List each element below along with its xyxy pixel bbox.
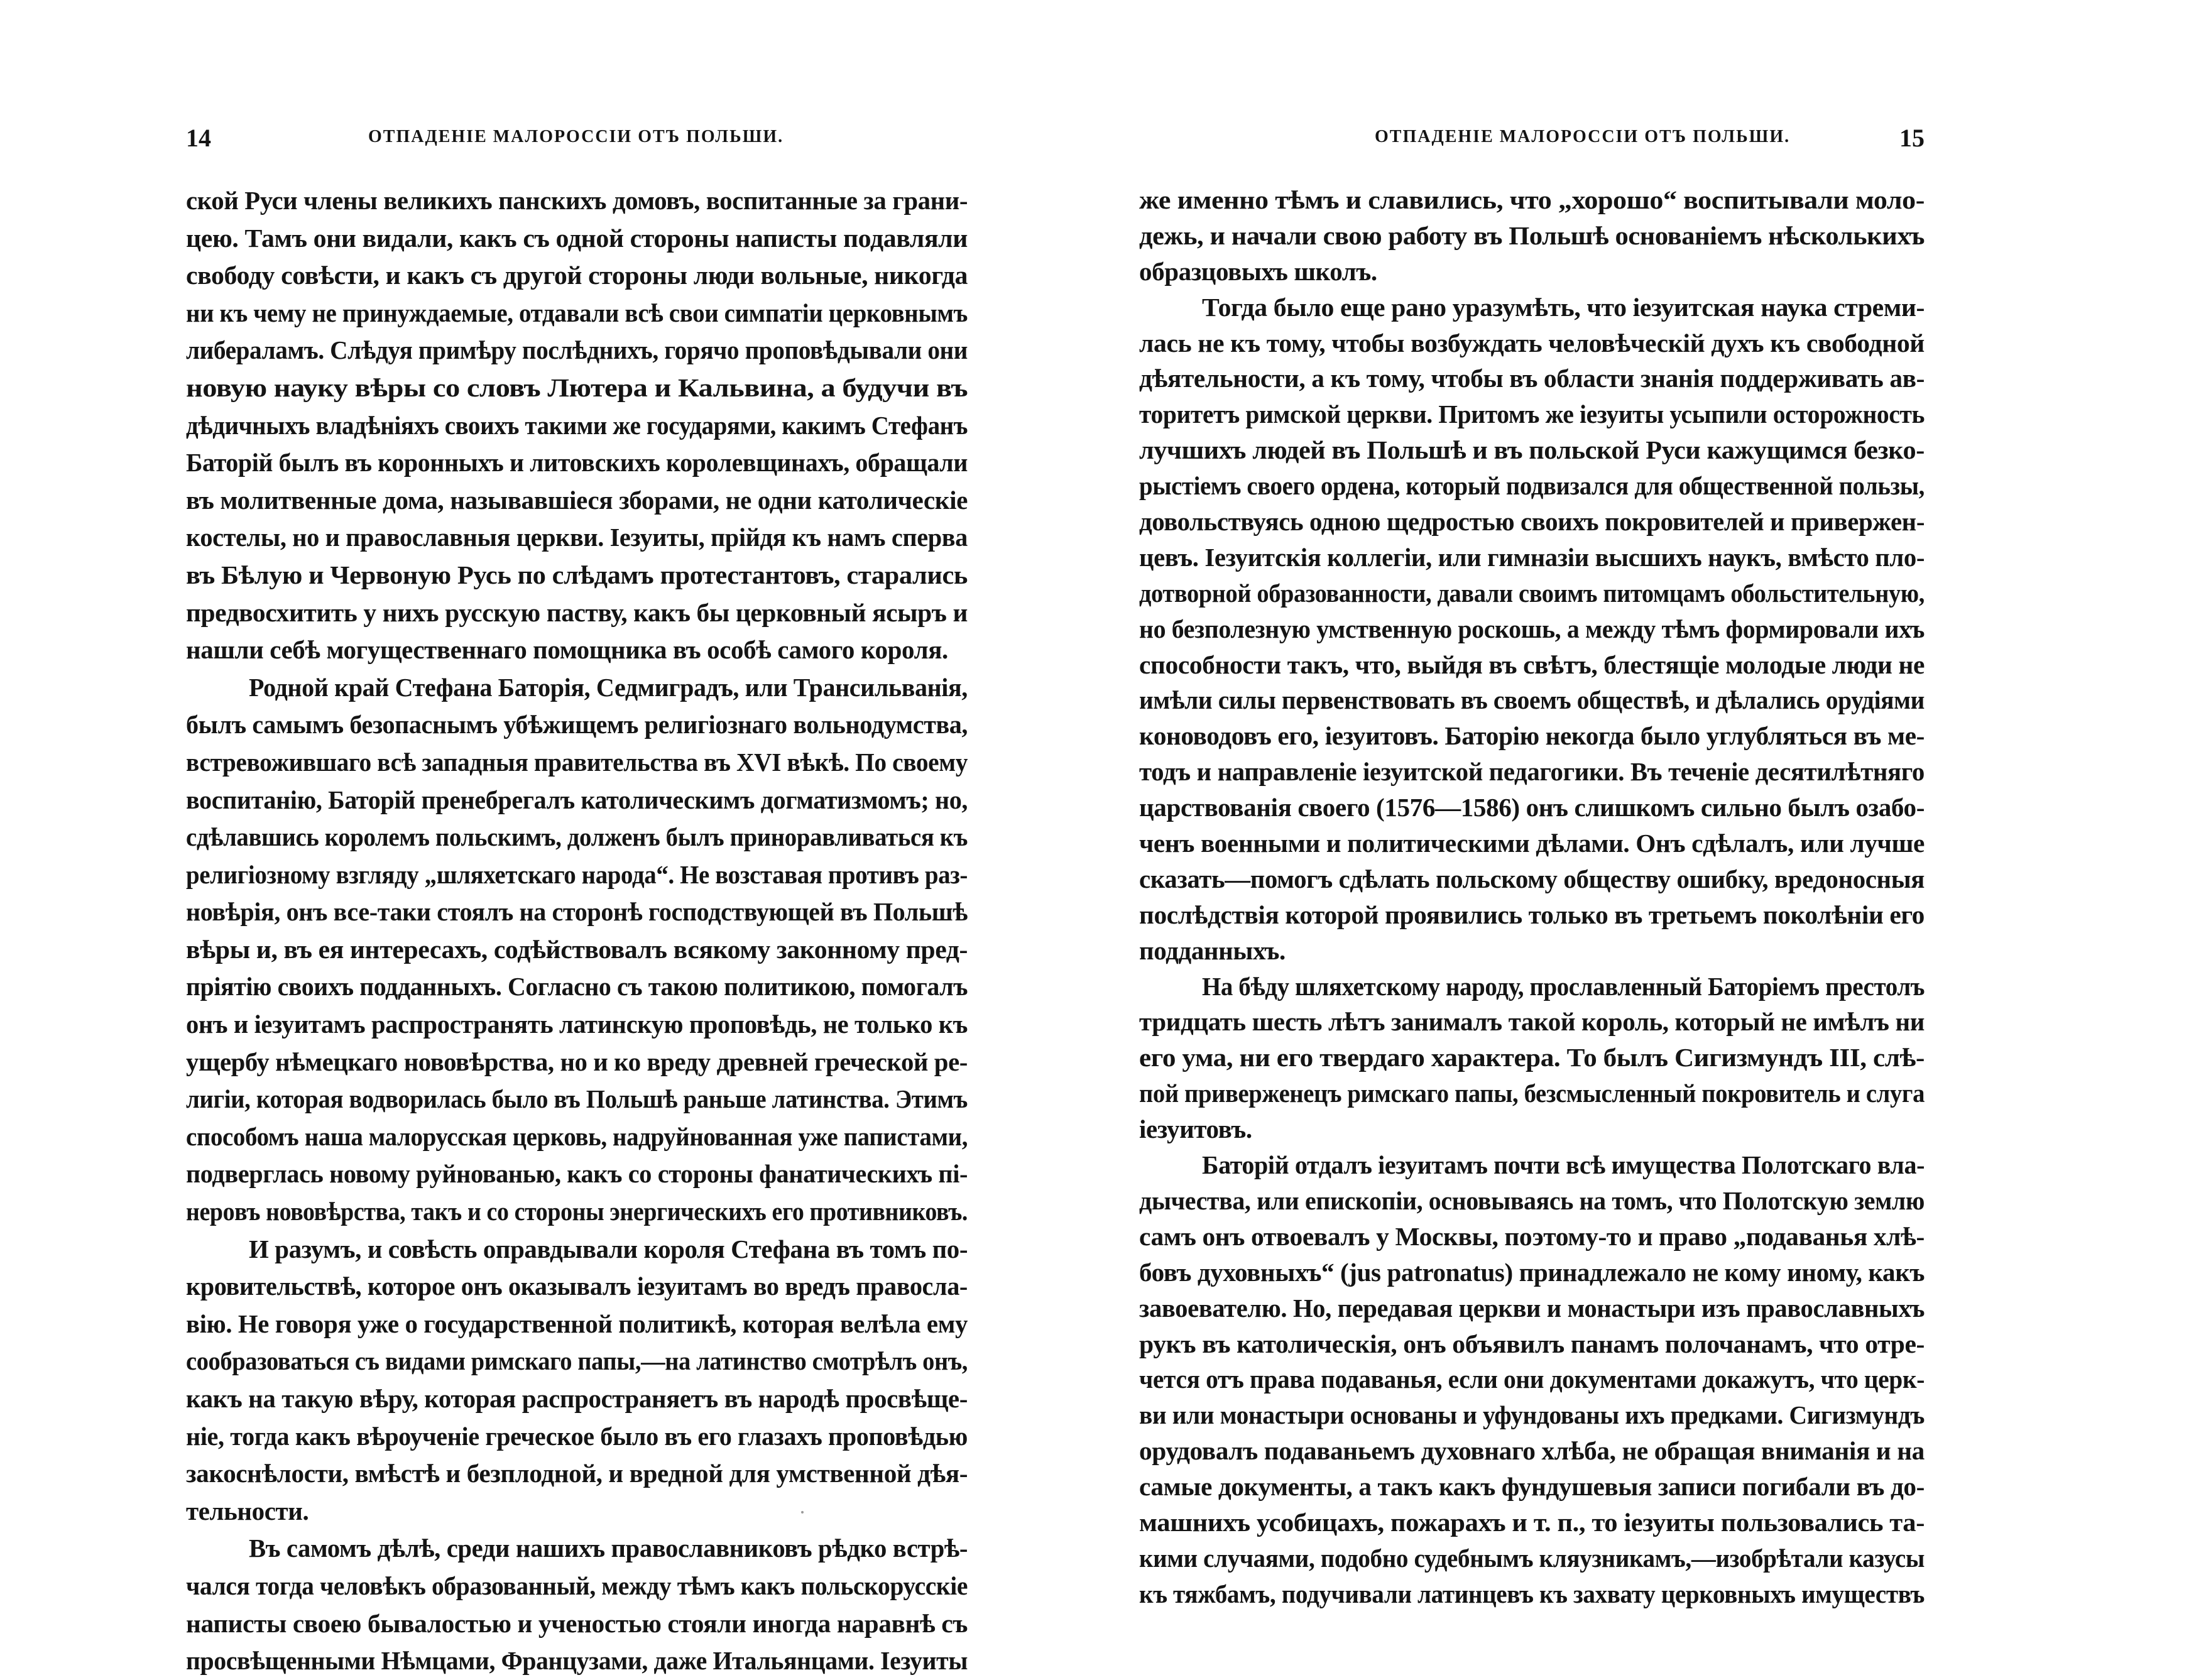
text-line: самъ онъ отвоевалъ у Москвы, поэтому-то и право „подаванья хлѣ- xyxy=(1139,1221,1925,1251)
text-line: послѣдствія которой проявились только въ третьемъ поколѣніи его xyxy=(1139,900,1925,929)
running-head xyxy=(1139,123,1925,155)
running-title: ОТПАДЕНІЕ МАЛОРОССІИ ОТЪ ПОЛЬШИ. xyxy=(1375,127,1791,146)
text-line: ской Руси члены великихъ панскихъ домовъ, воспитанные за грани- xyxy=(186,186,968,215)
running-title: ОТПАДЕНІЕ МАЛОРОССІИ ОТЪ ПОЛЬШИ. xyxy=(368,127,784,146)
text-line: И разумъ, и совѣсть оправдывали короля Стефана въ томъ по- xyxy=(249,1234,968,1263)
text-line: вѣры и, въ ея интересахъ, содѣйствовалъ всякому законному пред- xyxy=(186,934,968,964)
text-line: былъ самымъ безопаснымъ убѣжищемъ религіознаго вольнодумства, xyxy=(186,710,968,739)
text-line: кими случаями, подобно судебнымъ кляузникамъ,—изобрѣтали казусы xyxy=(1139,1543,1925,1573)
text-line: въ Бѣлую и Червоную Русь по слѣдамъ протестантовъ, старались xyxy=(186,560,968,589)
text-line: Родной край Стефана Баторія, Седмиградъ, или Трансильванія, xyxy=(249,672,968,702)
text-line: завоевателю. Но, передавая церкви и монастыри изъ православныхъ xyxy=(1139,1293,1925,1323)
text-line: тельности. xyxy=(186,1496,309,1525)
text-line: дежь, и начали свою работу въ Польшѣ основаніемъ нѣсколькихъ xyxy=(1139,221,1925,250)
text-line: царствованія своего (1576—1586) онъ слишкомъ сильно былъ озабо- xyxy=(1139,793,1925,822)
text-line: торитетъ римской церкви. Притомъ же іезуиты усыпили осторожность xyxy=(1139,400,1925,429)
text-line: рукъ въ католическія, онъ объявилъ панамъ полочанамъ, что отре- xyxy=(1139,1329,1925,1358)
text-line: сообразоваться съ видами римскаго папы,—на латинство смотрѣлъ онъ, xyxy=(186,1346,968,1376)
text-line: къ тяжбамъ, подучивали латинцевъ къ захвату церковныхъ имуществъ xyxy=(1139,1579,1925,1608)
right-page xyxy=(1103,0,2206,1608)
text-line: тодъ и направленіе іезуитской педагогики. Въ теченіе десятилѣтняго xyxy=(1139,757,1925,787)
left-page xyxy=(0,0,1103,1676)
text-line: дѣятельности, а къ тому, чтобы въ области знанія поддерживать ав- xyxy=(1139,364,1925,393)
text-line: закоснѣлости, вмѣстѣ и безплодной, и вредной для умственной дѣя- xyxy=(186,1459,968,1488)
text-line: Баторій былъ въ коронныхъ и литовскихъ королевщинахъ, обращали xyxy=(186,448,968,477)
text-line: сдѣлавшись королемъ польскимъ, долженъ былъ приноравливаться къ xyxy=(186,822,968,852)
text-line: способности такъ, что, выйдя въ свѣтъ, блестящіе молодые люди не xyxy=(1139,650,1925,679)
text-line: ущербу нѣмецкаго нововѣрства, но и ко вреду древней греческой ре- xyxy=(186,1047,968,1076)
page-number: 14 xyxy=(186,124,211,152)
text-line: самые документы, а такъ какъ фундушевыя записи погибали въ до- xyxy=(1139,1472,1925,1502)
text-line: дотворной образованности, давали своимъ питомцамъ обольстительную, xyxy=(1139,578,1925,608)
text-line: коноводовъ его, іезуитовъ. Баторію некогда было углубляться въ ме- xyxy=(1139,721,1925,751)
text-line: костелы, но и православныя церкви. Іезуиты, прійдя къ намъ сперва xyxy=(186,523,968,552)
text-line: вію. Не говоря уже о государственной политикѣ, которая велѣла ему xyxy=(186,1309,968,1338)
text-line: въ молитвенные дома, называвшіеся зборами, не одни католическіе xyxy=(186,485,968,515)
text-line: религіозному взгляду „шляхетскаго народа“. Не возставая противъ раз- xyxy=(186,859,968,889)
text-line: подверглась новому руйнованью, какъ со стороны фанатическихъ пі- xyxy=(186,1159,968,1189)
text-line: Баторій отдалъ іезуитамъ почти всѣ имущества Полотскаго вла- xyxy=(1202,1150,1925,1180)
text-line: свободу совѣсти, и какъ съ другой стороны люди вольные, никогда xyxy=(186,261,968,290)
text-line: но безполезную умственную роскошь, а между тѣмъ формировали ихъ xyxy=(1139,614,1925,643)
text-line: имѣли силы первенствовать въ своемъ обществѣ, и дѣлались орудіями xyxy=(1139,685,1925,715)
text-column xyxy=(186,182,968,1680)
text-line: цею. Тамъ они видали, какъ съ одной стороны написты подавляли xyxy=(186,223,968,253)
text-line: предвосхитить у нихъ русскую паству, какъ бы церковный ясыръ и xyxy=(186,597,968,627)
text-line: На бѣду шляхетскому народу, прославленный Баторіемъ престолъ xyxy=(1202,971,1925,1001)
text-line: сказать—помогъ сдѣлать польскому обществу ошибку, вредоносныя xyxy=(1139,864,1925,893)
running-head xyxy=(186,123,968,155)
text-line: либераламъ. Слѣдуя примѣру послѣднихъ, горячо проповѣдывали они xyxy=(186,335,968,365)
text-line: тридцать шесть лѣтъ занималъ такой король, который не имѣлъ ни xyxy=(1139,1007,1925,1037)
text-line: пріятію своихъ подданныхъ. Согласно съ такою политикою, помогалъ xyxy=(186,972,968,1001)
text-line: лучшихъ людей въ Польшѣ и въ польской Руси кажущимся безко- xyxy=(1139,435,1925,465)
text-column xyxy=(1139,182,1925,1612)
text-line: онъ и іезуитамъ распространять латинскую проповѣдь, не только къ xyxy=(186,1010,968,1039)
text-line: довольствуясь одною щедростью своихъ покровителей и привержен- xyxy=(1139,507,1925,537)
text-line: ченъ военными и политическими дѣлами. Онъ сдѣлалъ, или лучше xyxy=(1139,829,1925,858)
text-line: новую науку вѣры со словъ Лютера и Кальвина, а будучи въ xyxy=(186,373,968,402)
text-line: ви или монастыри основаны и уфундованы ихъ предками. Сигизмундъ xyxy=(1139,1400,1925,1430)
page-number: 15 xyxy=(1899,124,1925,152)
text-line: написты своею бывалостью и ученостью стояли иногда наравнѣ съ xyxy=(186,1608,968,1638)
text-line: цевъ. Іезуитскія коллегіи, или гимназіи высшихъ наукъ, вмѣсто пло- xyxy=(1139,542,1925,572)
text-line: Въ самомъ дѣлѣ, среди нашихъ православниковъ рѣдко встрѣ- xyxy=(249,1534,968,1563)
text-line: нашли себѣ могущественнаго помощника въ особѣ самого короля. xyxy=(186,635,948,665)
text-line: его ума, ни его твердаго характера. То былъ Сигизмундъ III, слѣ- xyxy=(1139,1043,1925,1072)
text-line: орудовалъ подаваньемъ духовнаго хлѣба, не обращая вниманія и на xyxy=(1139,1436,1925,1466)
text-line: какъ на такую вѣру, которая распространяетъ въ народѣ просвѣще- xyxy=(186,1384,968,1413)
text-line: ніе, тогда какъ вѣроученіе греческое было въ его глазахъ проповѣдью xyxy=(186,1421,968,1451)
text-line: Тогда было еще рано уразумѣть, что іезуитская наука стреми- xyxy=(1202,292,1925,322)
text-line: подданныхъ. xyxy=(1139,935,1286,965)
text-line: новѣрія, онъ все-таки стоялъ на сторонѣ господствующей въ Польшѣ xyxy=(186,897,968,927)
text-line: дычества, или епископіи, основываясь на томъ, что Полотскую землю xyxy=(1139,1186,1925,1215)
text-line: просвѣщенными Нѣмцами, Французами, даже Итальянцами. Іезуиты xyxy=(186,1646,968,1676)
text-line: бовъ духовныхъ“ (jus patronatus) принадлежало не кому иному, какъ xyxy=(1139,1257,1925,1287)
text-line: воспитанію, Баторій пренебрегалъ католическимъ догматизмомъ; но, xyxy=(186,785,968,814)
text-line: лигіи, которая водворилась было въ Польшѣ раньше латинства. Этимъ xyxy=(186,1084,968,1114)
text-line: рыстіемъ своего ордена, который подвизался для общественной пользы, xyxy=(1139,471,1925,501)
text-line: дѣдичныхъ владѣніяхъ своихъ такими же государями, какимъ Стефанъ xyxy=(186,410,968,440)
text-line: встревожившаго всѣ западныя правительства въ XVI вѣкѣ. По своему xyxy=(186,747,968,777)
text-line: пой приверженецъ римскаго папы, безсмысленный покровитель и слуга xyxy=(1139,1079,1925,1108)
text-line: чался тогда человѣкъ образованный, между тѣмъ какъ польскорусскіе xyxy=(186,1571,968,1600)
text-line: кровительствѣ, которое онъ оказывалъ іезуитамъ во вредъ правосла- xyxy=(186,1272,968,1301)
text-line: ни къ чему не принуждаемые, отдавали всѣ свои симпатіи церковнымъ xyxy=(186,298,968,327)
text-line: способомъ наша малорусская церковь, надруйнованная уже папистами, xyxy=(186,1121,968,1151)
text-line: машнихъ усобицахъ, пожарахъ и т. п., то іезуиты пользовались та- xyxy=(1139,1507,1925,1537)
text-line: образцовыхъ школъ. xyxy=(1139,256,1377,286)
text-line: чется отъ права подаванья, если они документами докажутъ, что церк- xyxy=(1139,1365,1925,1394)
text-line: нерoвъ нововѣрства, такъ и со стороны энергическихъ его противниковъ. xyxy=(186,1197,968,1226)
text-line: же именно тѣмъ и славились, что „хорошо“ воспитывали моло- xyxy=(1139,185,1925,214)
text-line: іезуитовъ. xyxy=(1139,1115,1252,1144)
speck xyxy=(801,1511,804,1514)
text-line: лась не къ тому, чтобы возбуждать человѣческій духъ къ свободной xyxy=(1139,328,1925,357)
